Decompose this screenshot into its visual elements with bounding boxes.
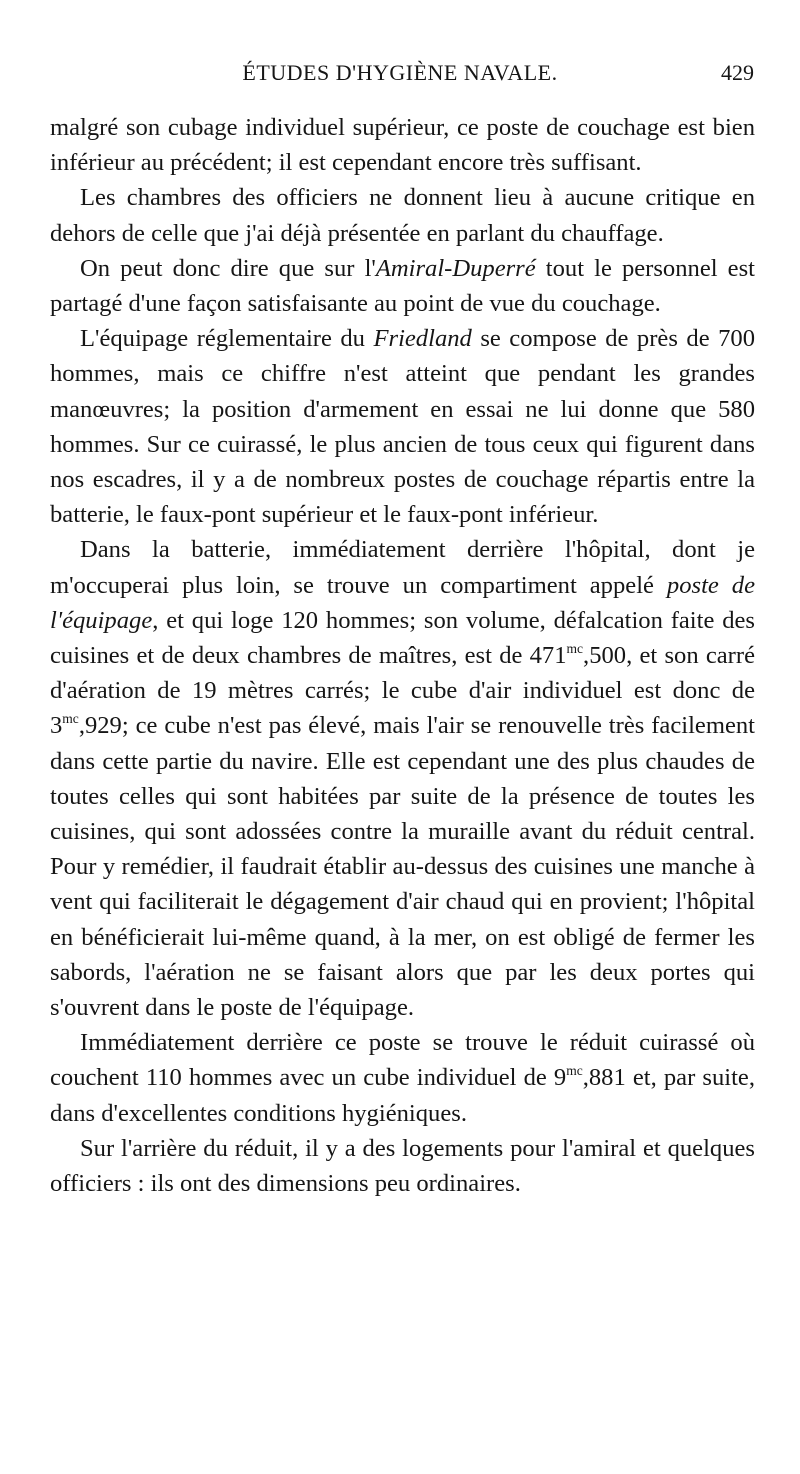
- paragraph-5-text-d: ,929; ce cube n'est pas élevé, mais l'air se renouvelle très facilement dans cette partie du navire. Elle est cependant une des plus chaudes de toutes celles qui sont habitées par suite de la présence de toutes les cuisines, qui sont adossées contre la muraille avant du réduit central. Pour y remédier, il faudrait établir au-dessus des cuisines une manche à vent qui faciliterait le dégagement d'air chaud qui en provient; l'hôpital en bénéficierait lui-même quand, à la mer, on est obligé de fermer les sabords, l'aération ne se faisant alors que par les deux portes qui s'ouvrent dans le poste de l'équipage.: [50, 712, 755, 1022]
- paragraph-5-text-b: , et qui loge 120 hommes; son volume, défalcation faite des cuisines et de deux chambres de maîtres, est de 471: [50, 606, 755, 670]
- running-head-title: ÉTUDES D'HYGIÈNE NAVALE.: [242, 60, 558, 85]
- paragraph-6-text-b: ,881 et, par suite, dans d'excellentes conditions hygiéniques.: [50, 1064, 755, 1127]
- paragraph-7: Sur l'arrière du réduit, il y a des logements pour l'amiral et quelques officiers : ils ont des dimensions peu ordinaires.: [50, 1134, 755, 1198]
- ship-name-amiral-duperre: Amiral-Duperré: [375, 254, 536, 282]
- paragraph-1: malgré son cubage individuel supérieur, ce poste de couchage est bien inférieur au précédent; il est cependant encore très suffisant.: [50, 114, 755, 177]
- paragraph-6-text-a: Immédiatement derrière ce poste se trouve le réduit cuirassé où couchent 110 hommes avec un cube individuel de 9: [50, 1029, 755, 1092]
- paragraph-5-text-c: ,500, et son carré d'aération de 19 mètres carrés; le cube d'air individuel est donc de 3: [50, 642, 755, 740]
- paragraph-6: [50, 1025, 755, 1131]
- unit-superscript: mc: [62, 711, 79, 727]
- page-number: 429: [721, 60, 754, 85]
- running-head: [46, 60, 754, 96]
- paragraph-3: [50, 251, 755, 321]
- paragraph-2: Les chambres des officiers ne donnent lieu à aucune critique en dehors de celle que j'ai déjà présentée en parlant du chauffage.: [50, 184, 755, 247]
- ship-name-friedland: Friedland: [373, 325, 472, 353]
- paragraph-3-text-b: tout le personnel est partagé d'une façon satisfaisante au point de vue du couchage.: [50, 254, 755, 318]
- body-text: [50, 110, 755, 1201]
- unit-superscript: mc: [566, 1063, 583, 1079]
- term-poste-equipage: poste de l'équipage: [50, 571, 755, 634]
- paragraph-4-text-b: se compose de près de 700 hommes, mais ce chiffre n'est atteint que pendant les grandes manœuvres; la position d'armement en essai ne lui donne que 580 hommes. Sur ce cuirassé, le plus ancien de tous ceux qui figurent dans nos escadres, il y a de nombreux postes de couchage répartis entre la batterie, le faux-pont supérieur et le faux-pont inférieur.: [50, 325, 755, 529]
- paragraph-4: [50, 321, 755, 532]
- paragraph-5: [50, 532, 755, 1025]
- unit-superscript: mc: [566, 640, 584, 656]
- paragraph-4-text-a: L'équipage réglementaire du: [80, 325, 374, 353]
- paragraph-3-text-a: On peut donc dire que sur l': [80, 254, 376, 282]
- paragraph-5-text-a: Dans la batterie, immédiatement derrière l'hôpital, dont je m'occuperai plus loin, se trouve un compartiment appelé: [50, 536, 755, 599]
